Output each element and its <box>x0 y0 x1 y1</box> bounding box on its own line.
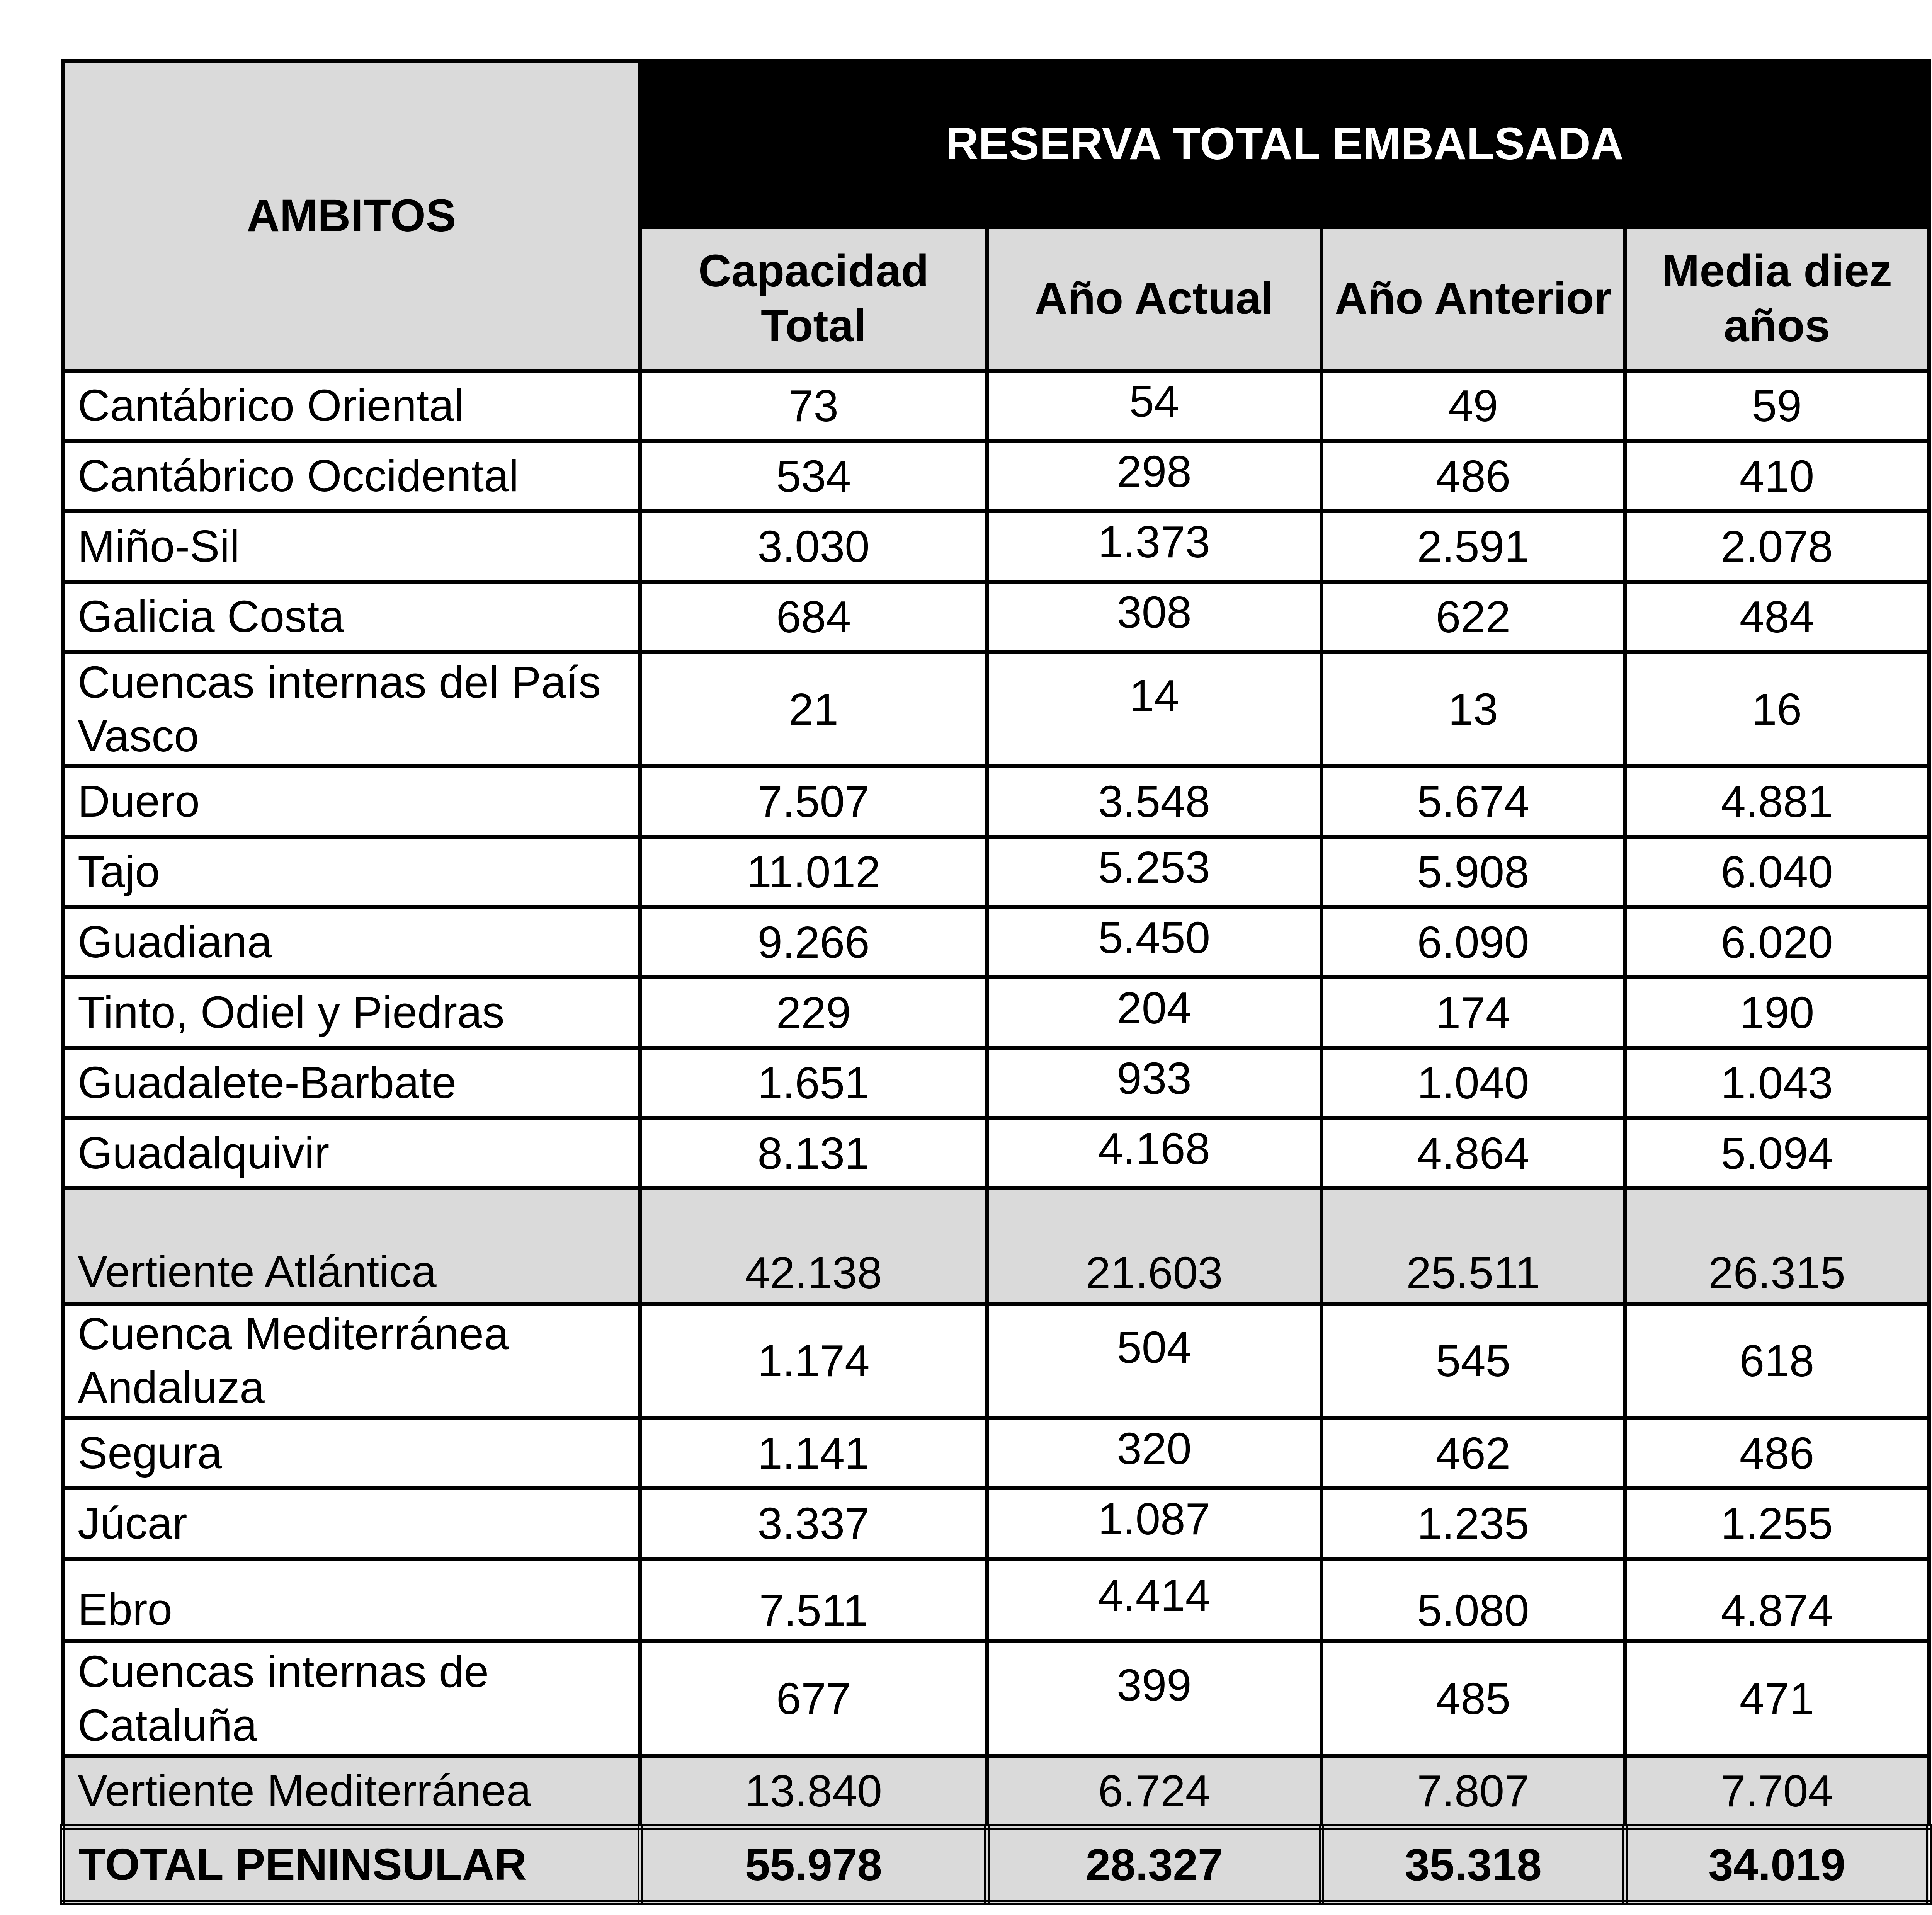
cell-ano-anterior: 622 <box>1321 582 1625 652</box>
table-row <box>63 582 1929 652</box>
cell-ano-actual: 320 <box>987 1418 1321 1488</box>
row-name: Tinto, Odiel y Piedras <box>63 977 640 1048</box>
cell-media: 410 <box>1625 441 1929 511</box>
cell-ano-anterior: 486 <box>1321 441 1625 511</box>
cell-capacidad: 3.337 <box>640 1488 987 1559</box>
cell-ano-anterior: 1.040 <box>1321 1048 1625 1118</box>
cell-capacidad: 229 <box>640 977 987 1048</box>
cell-media: 486 <box>1625 1418 1929 1488</box>
total-media: 34.019 <box>1625 1827 1929 1903</box>
cell-media: 484 <box>1625 582 1929 652</box>
cell-media: 190 <box>1625 977 1929 1048</box>
reservoir-table-container <box>60 59 1926 1905</box>
group-title: RESERVA TOTAL EMBALSADA <box>640 61 1929 227</box>
cell-media: 26.315 <box>1625 1188 1929 1304</box>
cell-capacidad: 3.030 <box>640 511 987 582</box>
cell-media: 618 <box>1625 1304 1929 1418</box>
cell-ano-actual: 1.373 <box>987 511 1321 582</box>
cell-ano-actual: 4.414 <box>987 1559 1321 1641</box>
cell-capacidad: 73 <box>640 371 987 441</box>
cell-media: 6.020 <box>1625 907 1929 977</box>
cell-media: 1.255 <box>1625 1488 1929 1559</box>
cell-ano-actual: 54 <box>987 371 1321 441</box>
cell-ano-actual: 504 <box>987 1304 1321 1418</box>
cell-media: 471 <box>1625 1641 1929 1756</box>
row-name: Vertiente Mediterránea <box>63 1756 640 1827</box>
row-name: Guadiana <box>63 907 640 977</box>
cell-media: 1.043 <box>1625 1048 1929 1118</box>
table-row <box>63 1488 1929 1559</box>
cell-media: 4.874 <box>1625 1559 1929 1641</box>
cell-media: 16 <box>1625 652 1929 766</box>
row-name: Júcar <box>63 1488 640 1559</box>
cell-media: 6.040 <box>1625 837 1929 907</box>
table-row <box>63 1559 1929 1641</box>
col-header-media: Media diez años <box>1625 227 1929 371</box>
cell-ano-anterior: 5.908 <box>1321 837 1625 907</box>
table-row <box>63 1118 1929 1188</box>
cell-ano-actual: 399 <box>987 1641 1321 1756</box>
col-header-ano-actual: Año Actual <box>987 227 1321 371</box>
cell-ano-anterior: 49 <box>1321 371 1625 441</box>
cell-ano-anterior: 485 <box>1321 1641 1625 1756</box>
subtotal-row <box>63 1756 1929 1827</box>
table-row <box>63 907 1929 977</box>
table-row <box>63 1641 1929 1756</box>
cell-capacidad: 1.174 <box>640 1304 987 1418</box>
cell-ano-actual: 298 <box>987 441 1321 511</box>
cell-capacidad: 7.511 <box>640 1559 987 1641</box>
row-name: Cuenca Mediterránea Andaluza <box>63 1304 640 1418</box>
cell-ano-actual: 308 <box>987 582 1321 652</box>
cell-ano-anterior: 174 <box>1321 977 1625 1048</box>
cell-capacidad: 13.840 <box>640 1756 987 1827</box>
cell-capacidad: 534 <box>640 441 987 511</box>
table-row <box>63 652 1929 766</box>
cell-ano-actual: 933 <box>987 1048 1321 1118</box>
cell-ano-anterior: 13 <box>1321 652 1625 766</box>
row-name: Guadalquivir <box>63 1118 640 1188</box>
row-name: Guadalete-Barbate <box>63 1048 640 1118</box>
row-name: Cuencas internas del País Vasco <box>63 652 640 766</box>
col-header-capacidad: Capacidad Total <box>640 227 987 371</box>
cell-ano-anterior: 1.235 <box>1321 1488 1625 1559</box>
cell-capacidad: 7.507 <box>640 766 987 837</box>
table-row <box>63 441 1929 511</box>
cell-ano-actual: 204 <box>987 977 1321 1048</box>
cell-ano-anterior: 5.080 <box>1321 1559 1625 1641</box>
cell-media: 5.094 <box>1625 1118 1929 1188</box>
subtotal-row <box>63 1188 1929 1304</box>
cell-ano-anterior: 7.807 <box>1321 1756 1625 1827</box>
table-row <box>63 977 1929 1048</box>
cell-capacidad: 8.131 <box>640 1118 987 1188</box>
table-row <box>63 1304 1929 1418</box>
row-name: Cuencas internas de Cataluña <box>63 1641 640 1756</box>
cell-capacidad: 677 <box>640 1641 987 1756</box>
cell-capacidad: 684 <box>640 582 987 652</box>
cell-ano-anterior: 462 <box>1321 1418 1625 1488</box>
cell-ano-anterior: 6.090 <box>1321 907 1625 977</box>
table-row <box>63 1418 1929 1488</box>
row-name: Cantábrico Occidental <box>63 441 640 511</box>
total-capacidad: 55.978 <box>640 1827 987 1903</box>
table-row <box>63 371 1929 441</box>
cell-ano-anterior: 4.864 <box>1321 1118 1625 1188</box>
cell-capacidad: 42.138 <box>640 1188 987 1304</box>
cell-capacidad: 21 <box>640 652 987 766</box>
row-name: Galicia Costa <box>63 582 640 652</box>
cell-ano-actual: 3.548 <box>987 766 1321 837</box>
cell-ano-actual: 1.087 <box>987 1488 1321 1559</box>
ambitos-header: AMBITOS <box>63 61 640 371</box>
table-row <box>63 511 1929 582</box>
cell-ano-anterior: 5.674 <box>1321 766 1625 837</box>
total-label: TOTAL PENINSULAR <box>63 1827 640 1903</box>
row-name: Cantábrico Oriental <box>63 371 640 441</box>
table-row <box>63 766 1929 837</box>
row-name: Miño-Sil <box>63 511 640 582</box>
cell-ano-actual: 5.450 <box>987 907 1321 977</box>
row-name: Vertiente Atlántica <box>63 1188 640 1304</box>
cell-ano-actual: 4.168 <box>987 1118 1321 1188</box>
row-name: Tajo <box>63 837 640 907</box>
cell-ano-actual: 14 <box>987 652 1321 766</box>
row-name: Ebro <box>63 1559 640 1641</box>
cell-capacidad: 1.141 <box>640 1418 987 1488</box>
row-name: Segura <box>63 1418 640 1488</box>
cell-ano-actual: 5.253 <box>987 837 1321 907</box>
col-header-ano-anterior: Año Anterior <box>1321 227 1625 371</box>
table-row <box>63 1048 1929 1118</box>
cell-capacidad: 9.266 <box>640 907 987 977</box>
cell-capacidad: 1.651 <box>640 1048 987 1118</box>
cell-media: 59 <box>1625 371 1929 441</box>
reservoir-table <box>60 59 1932 1905</box>
cell-ano-anterior: 545 <box>1321 1304 1625 1418</box>
cell-ano-anterior: 2.591 <box>1321 511 1625 582</box>
row-name: Duero <box>63 766 640 837</box>
cell-ano-actual: 21.603 <box>987 1188 1321 1304</box>
cell-ano-anterior: 25.511 <box>1321 1188 1625 1304</box>
cell-capacidad: 11.012 <box>640 837 987 907</box>
cell-ano-actual: 6.724 <box>987 1756 1321 1827</box>
cell-media: 2.078 <box>1625 511 1929 582</box>
cell-media: 4.881 <box>1625 766 1929 837</box>
table-row <box>63 837 1929 907</box>
total-ano-actual: 28.327 <box>987 1827 1321 1903</box>
cell-media: 7.704 <box>1625 1756 1929 1827</box>
total-row <box>63 1827 1929 1903</box>
total-ano-anterior: 35.318 <box>1321 1827 1625 1903</box>
